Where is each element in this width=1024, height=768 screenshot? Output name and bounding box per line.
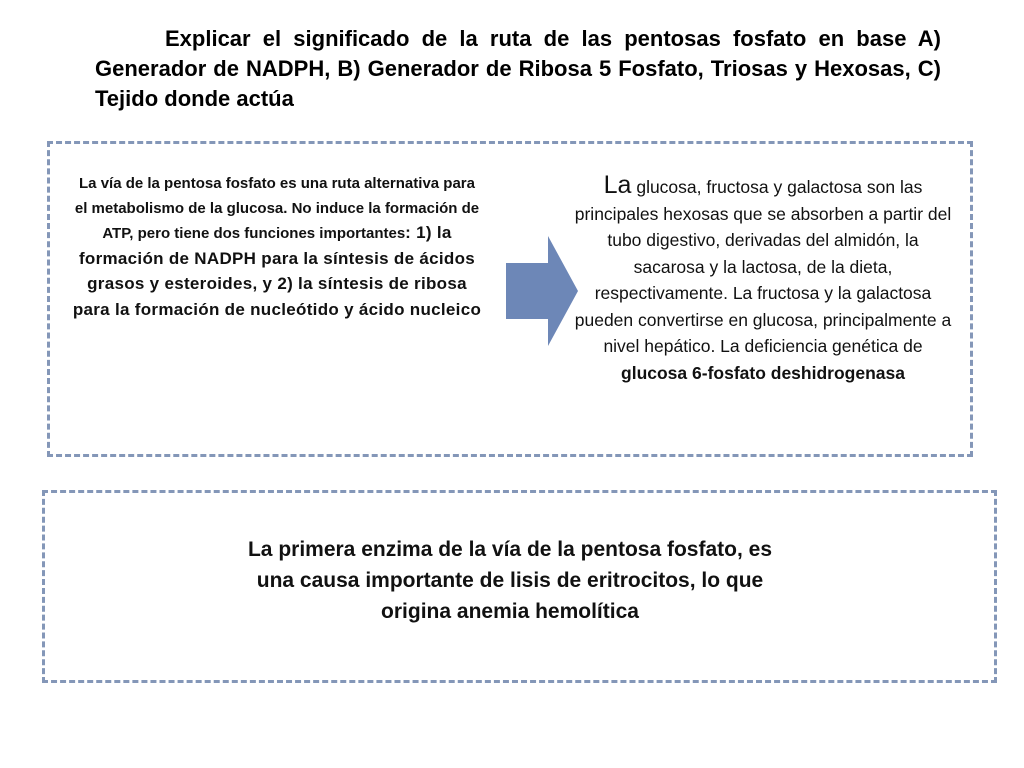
slide-title: Explicar el significado de la ruta de las pentosas fosfato en base A) Generador de NADPH, B) Generador de Ribosa 5 Fosfato, Triosas y Hexosas, C) Tejido donde actúa — [95, 26, 941, 111]
pathway-functions-text: : 1) la formación de NADPH para la síntesis de ácidos grasos y esteroides, y 2) la síntesis de ribosa para la formación de nucleótido y ácido nucleico — [72, 223, 482, 319]
hexoses-first-word: La — [603, 171, 632, 199]
hemolytic-anemia-text: La primera enzima de la vía de la pentosa fosfato, es una causa importante de lisis de eritrocitos, lo que origina anemia hemolítica — [247, 538, 772, 623]
right-arrow-icon — [506, 236, 578, 346]
arrow-shape — [506, 236, 578, 346]
hexoses-description — [570, 172, 956, 386]
pathway-intro-text: La vía de la pentosa fosfato es una ruta alternativa para el metabolismo de la glucosa. No induce la formación de ATP, pero tiene dos funciones importantes — [74, 175, 480, 242]
enzyme-name: glucosa 6-fosfato deshidrogenasa — [621, 362, 905, 383]
pentose-pathway-description — [72, 172, 482, 323]
hexoses-body-text: glucosa, fructosa y galactosa son las principales hexosas que se absorben a partir del tubo digestivo, derivadas del almidón, la sacarosa y la lactosa, de la dieta, respectivamente. La fructosa y la galactosa pueden convertirse en glucosa, principalmente a nivel hepático. La deficiencia genética de — [574, 177, 952, 356]
